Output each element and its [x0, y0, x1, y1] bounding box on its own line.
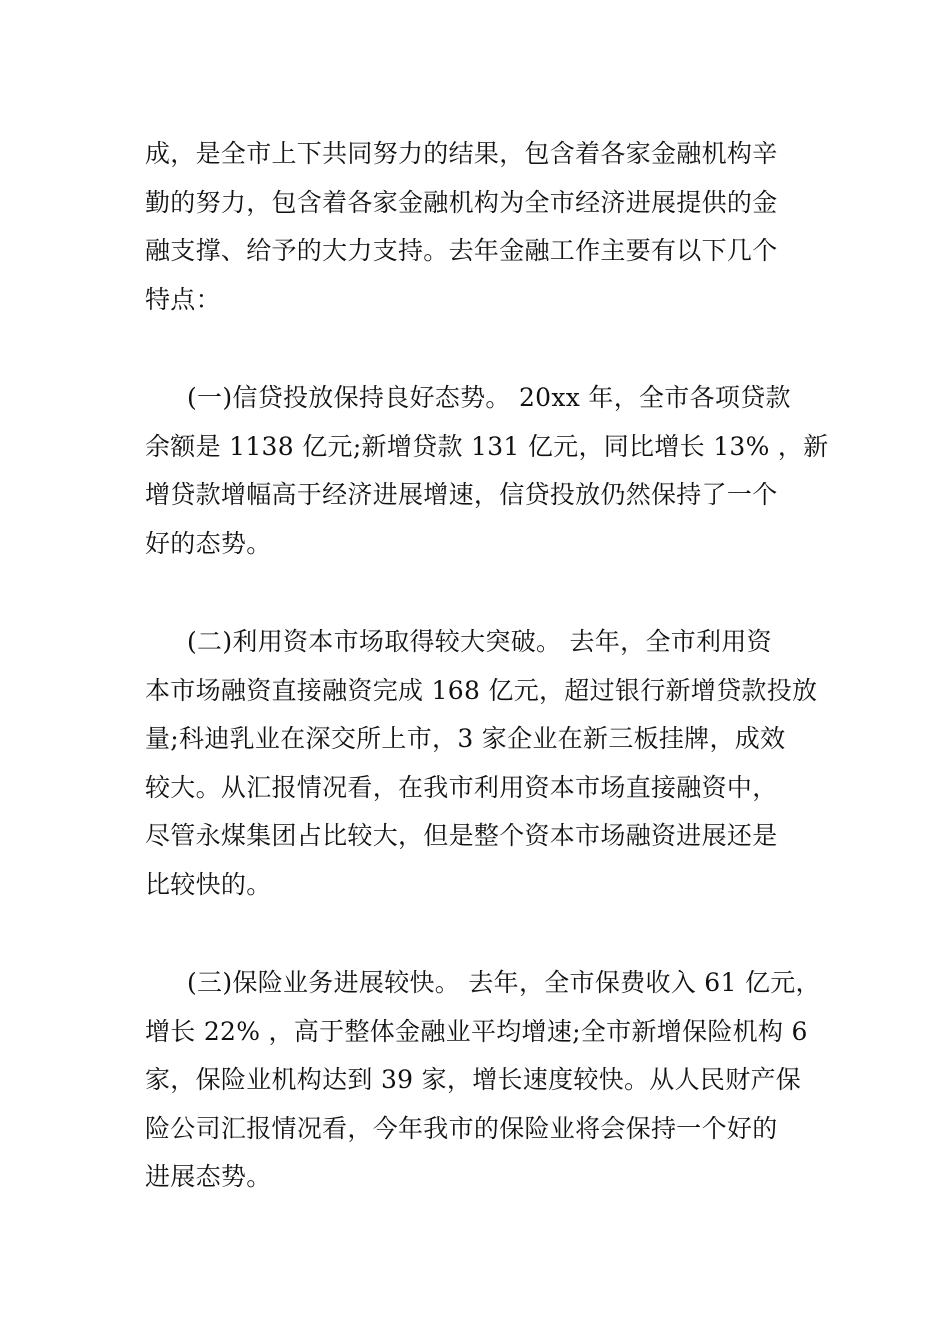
text-line: (一)信贷投放保持良好态势。 20xx 年，全市各项贷款 — [187, 383, 791, 412]
paragraph-gap — [145, 909, 810, 959]
text-line: 险公司汇报情况看，今年我市的保险业将会保持一个好的 — [145, 1113, 778, 1143]
text-line: 融支撑、给予的大力支持。去年金融工作主要有以下几个 — [145, 236, 778, 265]
text-line: 余额是 1138 亿元;新增贷款 131 亿元，同比增长 13% ，新 — [145, 431, 829, 461]
paragraph-gap — [145, 568, 810, 618]
text-line: 成，是全市上下共同努力的结果，包含着各家金融机构辛 — [145, 139, 778, 168]
text-line: 勤的努力，包含着各家金融机构为全市经济进展提供的金 — [145, 187, 778, 217]
text-line: 比较快的。 — [145, 869, 272, 899]
text-line: 家，保险业机构达到 39 家，增长速度较快。从人民财产保 — [145, 1065, 802, 1094]
text-line: (三)保险业务进展较快。 去年，全市保费收入 61 亿元， — [187, 968, 821, 997]
document-body — [145, 130, 829, 1202]
paragraph-capital-market — [145, 618, 818, 909]
text-line: 增长 22% ，高于整体金融业平均增速;全市新增保险机构 6 — [145, 1016, 808, 1046]
text-line: 进展态势。 — [145, 1162, 272, 1191]
text-line: (二)利用资本市场取得较大突破。 去年，全市利用资 — [187, 627, 772, 656]
text-line: 特点： — [145, 284, 221, 314]
text-line: 尽管永煤集团占比较大，但是整个资本市场融资进展还是 — [145, 821, 778, 850]
text-line: 较大。从汇报情况看，在我市利用资本市场直接融资中， — [145, 772, 778, 802]
text-line: 好的态势。 — [145, 528, 272, 558]
paragraph-gap — [145, 324, 810, 374]
text-line: 增贷款增幅高于经济进展增速，信贷投放仍然保持了一个 — [145, 480, 778, 509]
text-line: 本市场融资直接融资完成 168 亿元，超过银行新增贷款投放 — [145, 675, 818, 705]
paragraph-summary — [145, 130, 810, 324]
text-line: 量;科迪乳业在深交所上市，3 家企业在新三板挂牌，成效 — [145, 724, 786, 753]
paragraph-insurance — [145, 959, 821, 1202]
paragraph-credit — [145, 374, 829, 568]
